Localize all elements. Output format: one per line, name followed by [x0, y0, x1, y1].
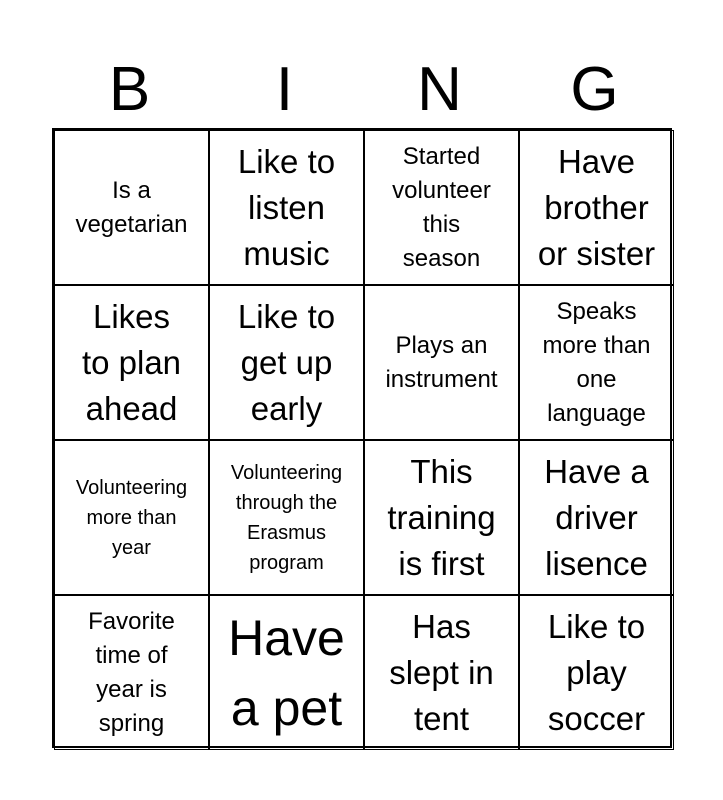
- bingo-cell[interactable]: [209, 130, 364, 285]
- cell-text: Plays an instrument: [385, 331, 498, 393]
- cell-text: Likes to plan ahead: [81, 297, 182, 427]
- bingo-cell[interactable]: [209, 285, 364, 440]
- cell-text: Has slept in tent: [389, 607, 494, 737]
- bingo-cell[interactable]: [54, 285, 209, 440]
- header-letter-i: I: [275, 55, 294, 124]
- cell-text: Like to listen music: [237, 142, 336, 272]
- cell-text: Favorite time of year is spring: [88, 607, 175, 737]
- bingo-cell[interactable]: [209, 595, 364, 750]
- cell-text: Have a pet: [228, 609, 345, 736]
- bingo-cell[interactable]: [364, 595, 519, 750]
- header-letter-b: B: [108, 55, 151, 124]
- cell-text: Speaks more than one language: [542, 297, 651, 427]
- bingo-header: [52, 52, 672, 128]
- cell-text: This training is first: [387, 452, 496, 582]
- cell-text: Have brother or sister: [537, 142, 656, 272]
- cell-text: Like to get up early: [237, 297, 336, 427]
- bingo-cell[interactable]: [209, 440, 364, 595]
- bingo-cell[interactable]: [364, 130, 519, 285]
- bingo-cell[interactable]: [519, 595, 674, 750]
- header-letter-g: G: [570, 55, 619, 124]
- bingo-cell[interactable]: [519, 130, 674, 285]
- bingo-board: [52, 128, 672, 748]
- cell-text: Have a driver lisence: [544, 452, 649, 582]
- header-letter-n: N: [417, 55, 462, 124]
- cell-text: Like to play soccer: [547, 607, 646, 737]
- bingo-cell[interactable]: [364, 440, 519, 595]
- cell-text: Volunteering more than year: [75, 476, 188, 559]
- bingo-cell[interactable]: [54, 440, 209, 595]
- bingo-cell[interactable]: [364, 285, 519, 440]
- cell-text: Is a vegetarian: [75, 176, 188, 238]
- bingo-cell[interactable]: [54, 130, 209, 285]
- bingo-cell[interactable]: [54, 595, 209, 750]
- bingo-cell[interactable]: [519, 440, 674, 595]
- bingo-cell[interactable]: [519, 285, 674, 440]
- cell-text: Volunteering through the Erasmus program: [230, 461, 343, 574]
- cell-text: Started volunteer this season: [392, 142, 491, 272]
